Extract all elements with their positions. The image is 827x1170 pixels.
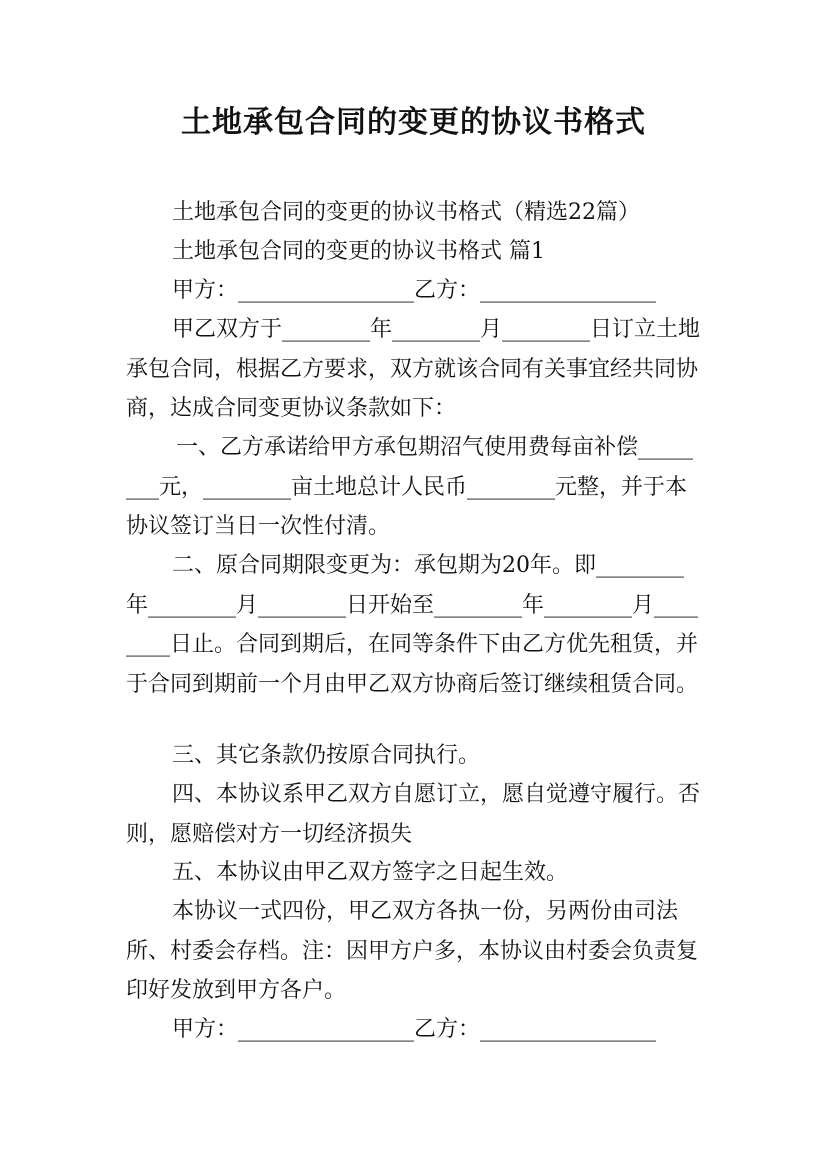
paragraph-clause-4: 四、本协议系甲乙双方自愿订立，愿自觉遵守履行。否则，愿赔偿对方一切经济损失 <box>126 782 701 847</box>
paragraph-intro: 甲乙双方于________年________月________日订立土地承包合同，根据乙方要求，双方就该合同有关事宜经共同协商，达成合同变更协议条款如下： <box>126 317 701 421</box>
paragraph-section-heading: 土地承包合同的变更的协议书格式 篇1 <box>172 239 545 264</box>
paragraph-parties: 甲方：________________乙方：________________ <box>172 278 657 303</box>
paragraph-clause-1: 一、乙方承诺给甲方承包期沼气使用费每亩补偿________元，________亩土地总计人民币________元整，并于本协议签订当日一次性付清。 <box>126 435 694 539</box>
paragraph-subtitle: 土地承包合同的变更的协议书格式（精选22篇） <box>172 200 640 225</box>
paragraph-signatures: 甲方：________________乙方：________________ <box>172 1017 657 1042</box>
paragraph-clause-2: 二、原合同期限变更为：承包期为20年。即________年________月________日开始至________年________月________日止。合同到期后，在同等条件下由乙方优先租赁，并于合同到期前一个月由甲乙双方协商后签订继续租赁合同。 <box>126 553 699 697</box>
paragraph-clause-5: 五、本协议由甲乙双方签字之日起生效。 <box>172 860 569 885</box>
paragraph-copies: 本协议一式四份，甲乙双方各执一份，另两份由司法所、村委会存档。注：因甲方户多，本协议由村委会负责复印好发放到甲方各户。 <box>126 899 699 1003</box>
paragraph-clause-3: 三、其它条款仍按原合同执行。 <box>172 743 481 768</box>
document-title: 土地承包合同的变更的协议书格式 <box>181 105 646 140</box>
